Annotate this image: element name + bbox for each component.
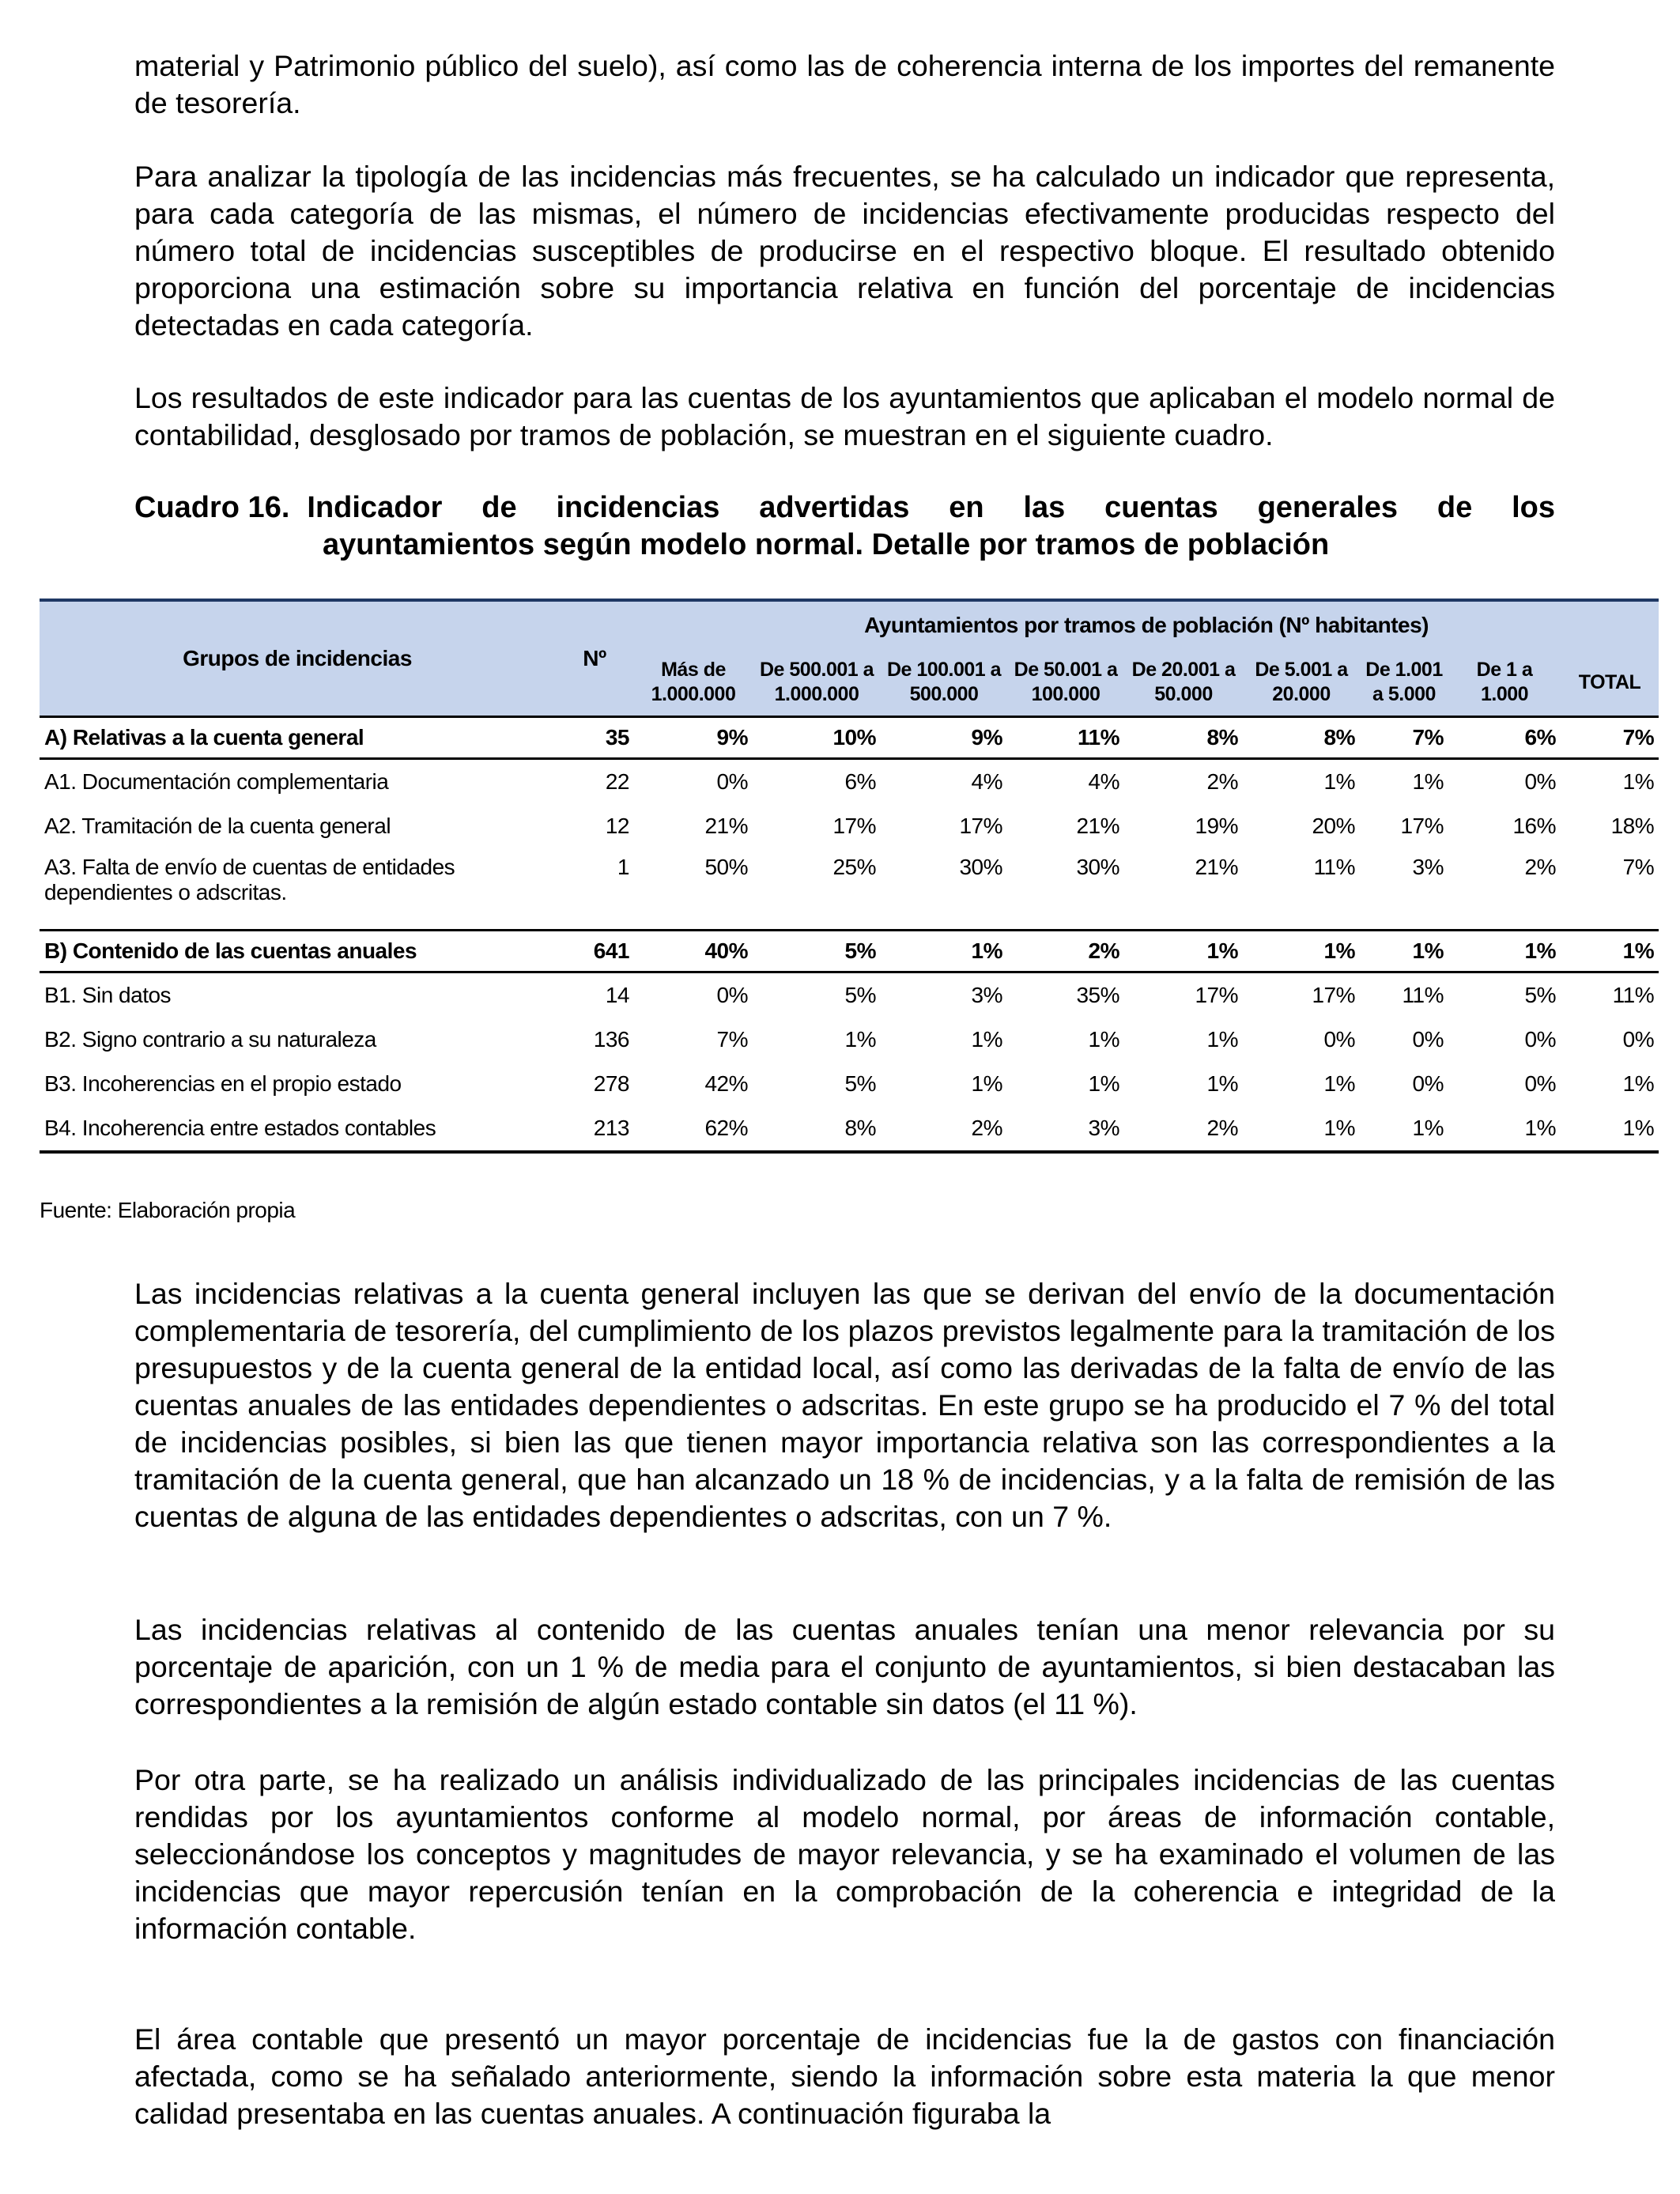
table-spacer (40, 920, 1659, 931)
column-header: De 5.001 a 20.000 (1255, 659, 1348, 705)
row-value: 1% (1622, 769, 1655, 794)
row-count: 14 (605, 983, 629, 1007)
row-value: 40% (634, 931, 753, 972)
column-header: De 1.001 a 5.000 (1365, 659, 1443, 705)
row-value: 2% (1206, 769, 1238, 794)
row-value: 0% (716, 983, 748, 1007)
row-value: 5% (844, 1071, 876, 1096)
paragraph: Por otra parte, se ha realizado un análisis individualizado de las principales incidencias de las cuentas rendidas por los ayuntamientos conforme al modelo normal, por áreas de información contable, seleccionándose los conceptos y magnitudes de mayor relevancia, y se ha examinado el volumen de las incidencias que mayor repercusión tenían en la comprobación de la coherencia e integridad de la información contable. (134, 1763, 1555, 1945)
header-population-span: Ayuntamientos por tramos de población (Nº habitantes) (864, 613, 1429, 637)
row-value: 1% (881, 931, 1007, 972)
row-value: 0% (1622, 1027, 1655, 1052)
row-value: 10% (753, 717, 881, 759)
row-value: 0% (1412, 1071, 1444, 1096)
row-value: 1% (1323, 1071, 1355, 1096)
paragraph: Los resultados de este indicador para las cuentas de los ayuntamientos que aplicaban el modelo normal de contabilidad, desglosado por tramos de población, se muestran en el siguiente cuadro. (134, 381, 1555, 451)
row-count: 136 (593, 1027, 629, 1052)
row-value: 11% (1612, 983, 1655, 1007)
column-header: De 500.001 a 1.000.000 (759, 659, 874, 705)
row-value: 2% (1007, 931, 1124, 972)
row-value: 17% (1195, 983, 1238, 1007)
table-row (40, 1062, 1659, 1106)
row-value: 4% (971, 769, 1002, 794)
row-value: 0% (1524, 1027, 1556, 1052)
row-value: 21% (704, 814, 748, 838)
row-value: 20% (1312, 814, 1355, 838)
row-label: A2. Tramitación de la cuenta general (44, 814, 391, 838)
row-value: 3% (1412, 855, 1444, 879)
header-groups: Grupos de incidencias (183, 646, 412, 670)
column-header: De 50.001 a 100.000 (1014, 659, 1118, 705)
row-count: 278 (593, 1071, 629, 1096)
row-value: 11% (1007, 717, 1124, 759)
row-value: 1% (1561, 931, 1659, 972)
row-value: 17% (1312, 983, 1355, 1007)
row-label: B2. Signo contrario a su naturaleza (44, 1027, 376, 1052)
row-value: 2% (1524, 855, 1556, 879)
table-section-row (40, 717, 1659, 759)
table-row (40, 1018, 1659, 1062)
table-container (40, 599, 1659, 1154)
row-value: 1% (971, 1027, 1002, 1052)
row-value: 30% (959, 855, 1002, 879)
row-label: A) Relativas a la cuenta general (40, 717, 555, 759)
row-value: 62% (634, 1106, 753, 1152)
caption-line-1: Indicador de incidencias advertidas en las cuentas generales de los (307, 491, 1555, 524)
row-value: 0% (1323, 1027, 1355, 1052)
row-value: 4% (1088, 769, 1119, 794)
row-value: 5% (844, 983, 876, 1007)
row-value: 1% (1622, 1071, 1655, 1096)
caption-label: Cuadro 16. (134, 491, 290, 524)
header-n: Nº (583, 646, 606, 670)
row-value: 8% (1243, 717, 1360, 759)
paragraph: Las incidencias relativas al contenido de las cuentas anuales tenían una menor relevancia por su porcentaje de aparición, con un 1 % de media para el conjunto de ayuntamientos, si bien destacaban las correspondientes a la remisión de algún estado contable sin datos (el 11 %). (134, 1613, 1555, 1720)
row-value: 17% (1400, 814, 1444, 838)
row-value: 9% (634, 717, 753, 759)
table-row (40, 804, 1659, 848)
row-value: 5% (1524, 983, 1556, 1007)
table-row (40, 759, 1659, 805)
row-value: 5% (753, 931, 881, 972)
row-value: 30% (1076, 855, 1119, 879)
row-value: 8% (1124, 717, 1243, 759)
table-row (40, 848, 1659, 920)
row-value: 11% (1402, 983, 1444, 1007)
column-header: De 1 a 1.000 (1476, 659, 1533, 705)
row-value: 1% (1124, 931, 1243, 972)
row-value: 2% (881, 1106, 1007, 1152)
row-value: 1% (844, 1027, 876, 1052)
row-value: 11% (1313, 855, 1355, 879)
row-value: 35% (1076, 983, 1119, 1007)
table-row (40, 1106, 1659, 1152)
row-value: 16% (1512, 814, 1556, 838)
row-value: 6% (1448, 717, 1561, 759)
row-count: 1 (617, 855, 629, 879)
row-value: 1% (1088, 1071, 1119, 1096)
row-value: 1% (1243, 931, 1360, 972)
column-header: De 20.001 a 50.000 (1131, 659, 1236, 705)
row-label: B4. Incoherencia entre estados contables (40, 1106, 555, 1152)
row-label: B) Contenido de las cuentas anuales (40, 931, 555, 972)
row-label: B1. Sin datos (44, 983, 172, 1007)
row-value: 7% (1360, 717, 1448, 759)
row-count: 22 (605, 769, 629, 794)
row-value: 6% (844, 769, 876, 794)
column-header: De 100.001 a 500.000 (886, 659, 1002, 705)
row-value: 1% (1448, 931, 1561, 972)
row-value: 17% (832, 814, 876, 838)
incidences-table (40, 599, 1659, 1154)
row-label: B3. Incoherencias en el propio estado (44, 1071, 402, 1096)
paragraph: El área contable que presentó un mayor porcentaje de incidencias fue la de gastos con financiación afectada, como se ha señalado anteriormente, siendo la información sobre esta materia la que menor calidad presentaba en las cuentas anuales. A continuación figuraba la (134, 2022, 1555, 2130)
row-value: 1% (1206, 1027, 1238, 1052)
row-value: 18% (1610, 814, 1655, 838)
row-value: 1% (1323, 769, 1355, 794)
row-value: 7% (1622, 855, 1655, 879)
column-header: TOTAL (1578, 670, 1641, 693)
table-row (40, 972, 1659, 1018)
table-caption (134, 489, 1555, 564)
row-value: 2% (1124, 1106, 1243, 1152)
row-value: 21% (1076, 814, 1119, 838)
row-value: 42% (704, 1071, 748, 1096)
row-value: 21% (1195, 855, 1238, 879)
row-value: 0% (716, 769, 748, 794)
row-value: 3% (1007, 1106, 1124, 1152)
row-count: 641 (555, 931, 634, 972)
paragraph: material y Patrimonio público del suelo), así como las de coherencia interna de los importes del remanente de tesorería. (134, 49, 1555, 119)
row-value: 1% (1412, 769, 1444, 794)
row-label: A3. Falta de envío de cuentas de entidades dependientes o adscritas. (44, 855, 455, 904)
row-value: 8% (753, 1106, 881, 1152)
row-value: 0% (1524, 1071, 1556, 1096)
row-value: 19% (1195, 814, 1238, 838)
row-value: 7% (1561, 717, 1659, 759)
row-value: 9% (881, 717, 1007, 759)
row-value: 0% (1524, 769, 1556, 794)
row-count: 12 (605, 814, 629, 838)
paragraph: Las incidencias relativas a la cuenta general incluyen las que se derivan del envío de la documentación complementaria de tesorería, del cumplimiento de los plazos previstos legalmente para la tramitación de los presupuestos y de la cuenta general de la entidad local, así como las derivadas de la falta de envío de las cuentas anuales de las entidades dependientes o adscritas. En este grupo se ha producido el 7 % del total de incidencias posibles, si bien las que tienen mayor importancia relativa son las correspondientes a la tramitación de la cuenta general, que han alcanzado un 18 % de incidencias, y a la falta de remisión de las cuentas de alguna de las entidades dependientes o adscritas, con un 7 %. (134, 1277, 1555, 1533)
caption-line-2: ayuntamientos según modelo normal. Detalle por tramos de población (323, 528, 1330, 561)
row-value: 3% (971, 983, 1002, 1007)
row-label: A1. Documentación complementaria (44, 769, 389, 794)
paragraph: Para analizar la tipología de las incidencias más frecuentes, se ha calculado un indicador que representa, para cada categoría de las mismas, el número de incidencias efectivamente producidas respecto del número total de incidencias susceptibles de producirse en el respectivo bloque. El resultado obtenido proporciona una estimación sobre su importancia relativa en función del porcentaje de incidencias detectadas en cada categoría. (134, 160, 1555, 342)
row-value: 17% (959, 814, 1002, 838)
column-header: Más de 1.000.000 (651, 659, 736, 705)
row-value: 0% (1412, 1027, 1444, 1052)
row-value: 1% (1360, 1106, 1448, 1152)
row-value: 7% (716, 1027, 748, 1052)
row-value: 1% (1448, 1106, 1561, 1152)
table-section-row (40, 931, 1659, 972)
row-value: 1% (1088, 1027, 1119, 1052)
row-value: 25% (832, 855, 876, 879)
row-value: 1% (971, 1071, 1002, 1096)
row-count: 35 (555, 717, 634, 759)
row-value: 1% (1360, 931, 1448, 972)
row-value: 50% (704, 855, 748, 879)
row-count: 213 (555, 1106, 634, 1152)
row-value: 1% (1206, 1071, 1238, 1096)
row-value: 1% (1561, 1106, 1659, 1152)
row-value: 1% (1243, 1106, 1360, 1152)
table-source: Fuente: Elaboración propia (40, 1198, 296, 1222)
